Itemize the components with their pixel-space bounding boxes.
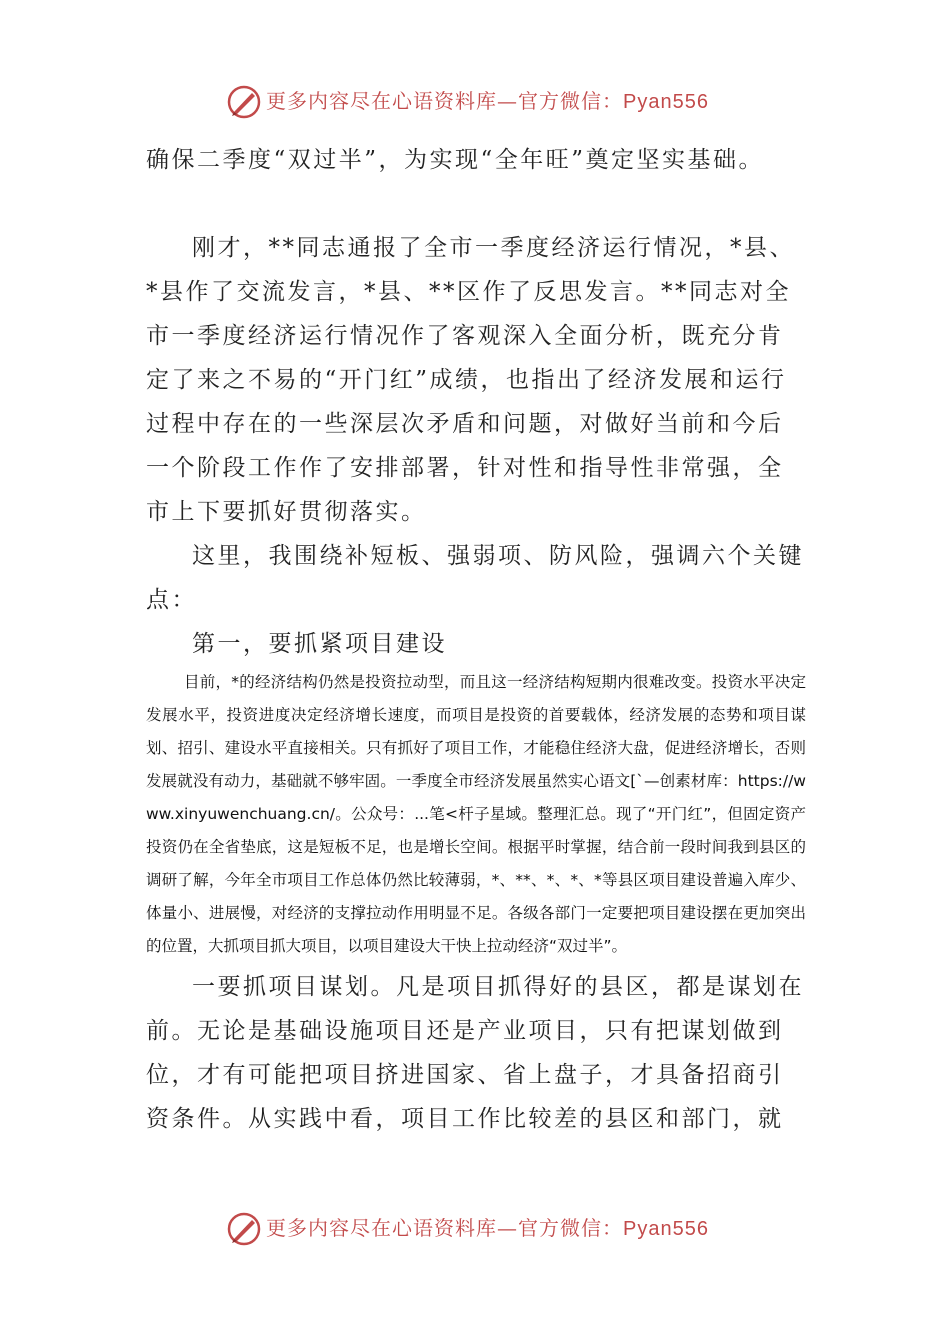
header-watermark-banner [0,82,950,122]
paragraph-project-planning: 一要抓项目谋划。凡是项目抓得好的县区，都是谋划在前。无论是基础设施项目还是产业项目，只有把谋划做到位，才有可能把项目挤进国家、省上盘子，才具备招商引资条件。从实践中看，项目工作比较差的县区和部门，就 [146,974,804,1132]
banner-text: 更多内容尽在心语资料库—官方微信： [266,89,623,113]
pen-logo-icon [226,1211,262,1247]
paragraph-project-construction: 目前，*的经济结构仍然是投资拉动型，而且这一经济结构短期内很难改变。投资水平决定发展水平，投资进度决定经济增长速度，而项目是投资的首要载体，经济发展的态势和项目谋划、招引、建设水平直接相关。只有抓好了项目工作，才能稳住经济大盘，促进经济增长，否则发展就没有动力，基础就不够牢固。一季度全市经济发展虽然实心语文[`—创素材库：https://www.xinyuwenchuang.cn/。公众号：...笔<杆子星域。整理汇总。现了“开门红”，但固定资产投资仍在全省垫底，这是短板不足，也是增长空间。根据平时掌握，结合前一段时间我到县区的调研了解，今年全市项目工作总体仍然比较薄弱，*、**、*、*、*等县区项目建设普遍入库少、体量小、进展慢，对经济的支撑拉动作用明显不足。各级各部门一定要把项目建设摆在更加突出的位置，大抓项目抓大项目，以项目建设大干快上拉动经济“双过半”。 [146,673,806,955]
pen-logo-icon [226,84,262,120]
banner-wechat-id: Pyan556 [623,1218,709,1240]
footer-watermark-banner [0,1209,950,1249]
paragraph-opening: 刚才，**同志通报了全市一季度经济运行情况，*县、*县作了交流发言，*县、**区作了反思发言。**同志对全市一季度经济运行情况作了客观深入全面分析，既充分肯定了来之不易的“开门红”成绩，也指出了经济发展和运行过程中存在的一些深层次矛盾和问题，对做好当前和今后一个阶段工作作了安排部署，针对性和指导性非常强，全市上下要抓好贯彻落实。 [146,235,795,525]
paragraph-key-points-intro: 这里，我围绕补短板、强弱项、防风险，强调六个关键点： [146,543,804,613]
banner-wechat-id: Pyan556 [623,91,709,113]
banner-text: 更多内容尽在心语资料库—官方微信： [266,1216,623,1240]
section-heading-first: 第一，要抓紧项目建设 [192,631,447,657]
paragraph-continuation: 确保二季度“双过半”，为实现“全年旺”奠定坚实基础。 [146,147,765,173]
document-body [146,138,806,1141]
